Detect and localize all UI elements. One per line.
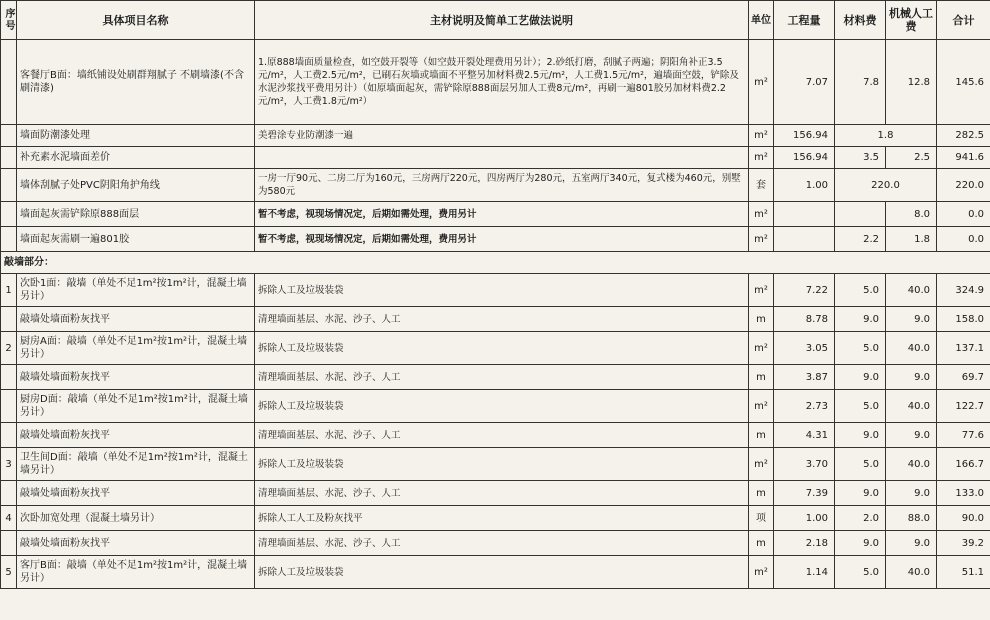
header-total: 合计	[937, 1, 990, 40]
cell-total: 69.7	[937, 365, 990, 390]
cell-name: 敲墙处墙面粉灰找平	[17, 481, 255, 506]
cell-desc: 一房一厅90元、二房二厅为160元，三房两厅220元，四房两厅为280元，五室两厅340元，复式楼为460元，别墅为580元	[255, 169, 749, 202]
cell-total: 282.5	[937, 125, 990, 147]
cell-qty: 1.00	[774, 169, 835, 202]
table-row	[1, 506, 990, 531]
table-row	[1, 169, 990, 202]
section-title: 敲墙部分：	[1, 252, 990, 274]
cell-total: 324.9	[937, 274, 990, 307]
cell-unit: m²	[749, 125, 774, 147]
cell-material: 5.0	[835, 390, 886, 423]
cell-labor: 40.0	[886, 332, 937, 365]
cell-unit: m²	[749, 40, 774, 125]
cell-unit: 项	[749, 506, 774, 531]
cell-desc: 清理墙面基层、水泥、沙子、人工	[255, 365, 749, 390]
cell-unit: m²	[749, 448, 774, 481]
cell-desc: 拆除人工人工及粉灰找平	[255, 506, 749, 531]
cell-num	[1, 365, 17, 390]
cell-material: 9.0	[835, 365, 886, 390]
cell-unit: m²	[749, 274, 774, 307]
cell-total: 941.6	[937, 147, 990, 169]
cell-material: 5.0	[835, 556, 886, 589]
cell-qty: 156.94	[774, 125, 835, 147]
cell-total: 77.6	[937, 423, 990, 448]
cell-name: 墙面起灰需铲除原888面层	[17, 202, 255, 227]
cell-desc: 清理墙面基层、水泥、沙子、人工	[255, 307, 749, 332]
cell-name: 墙面防潮漆处理	[17, 125, 255, 147]
cell-unit: m	[749, 365, 774, 390]
cell-num: 5	[1, 556, 17, 589]
cell-material: 9.0	[835, 481, 886, 506]
cell-labor: 2.5	[886, 147, 937, 169]
cell-qty: 7.07	[774, 40, 835, 125]
cell-num: 4	[1, 506, 17, 531]
table-row	[1, 332, 990, 365]
cell-qty	[774, 202, 835, 227]
cell-unit: m²	[749, 147, 774, 169]
cell-desc: 美碧涂专业防潮漆一遍	[255, 125, 749, 147]
header-num: 序号	[1, 1, 17, 40]
cell-labor: 9.0	[886, 307, 937, 332]
cell-labor: 8.0	[886, 202, 937, 227]
cell-desc: 清理墙面基层、水泥、沙子、人工	[255, 531, 749, 556]
cell-num	[1, 531, 17, 556]
cell-name: 敲墙处墙面粉灰找平	[17, 423, 255, 448]
cell-unit: m	[749, 423, 774, 448]
cell-name: 补充素水泥墙面差价	[17, 147, 255, 169]
cell-material: 9.0	[835, 423, 886, 448]
cell-material: 9.0	[835, 307, 886, 332]
cell-total: 166.7	[937, 448, 990, 481]
cell-qty: 3.05	[774, 332, 835, 365]
cell-num	[1, 481, 17, 506]
cell-qty	[774, 227, 835, 252]
cell-num	[1, 169, 17, 202]
cell-num	[1, 227, 17, 252]
cell-total: 145.6	[937, 40, 990, 125]
table-row	[1, 274, 990, 307]
cell-name: 次卧加宽处理（混凝土墙另计）	[17, 506, 255, 531]
header-name: 具体项目名称	[17, 1, 255, 40]
cell-unit: m²	[749, 202, 774, 227]
cell-qty: 3.70	[774, 448, 835, 481]
cell-material: 3.5	[835, 147, 886, 169]
cell-labor: 9.0	[886, 423, 937, 448]
cell-num	[1, 202, 17, 227]
cell-unit: m²	[749, 332, 774, 365]
cell-num	[1, 390, 17, 423]
cell-name: 卫生间D面：敲墙（单处不足1m²按1m²计，混凝土墙另计）	[17, 448, 255, 481]
cell-labor: 40.0	[886, 556, 937, 589]
cell-qty: 2.18	[774, 531, 835, 556]
cell-qty: 2.73	[774, 390, 835, 423]
cell-material: 2.0	[835, 506, 886, 531]
cell-desc: 清理墙面基层、水泥、沙子、人工	[255, 423, 749, 448]
table-row	[1, 531, 990, 556]
header-row	[1, 1, 990, 40]
cell-total: 39.2	[937, 531, 990, 556]
cell-labor: 12.8	[886, 40, 937, 125]
cell-unit: m	[749, 307, 774, 332]
cell-name: 墙面起灰需刷一遍801胶	[17, 227, 255, 252]
cell-labor: 9.0	[886, 531, 937, 556]
table-row	[1, 390, 990, 423]
cell-unit: m²	[749, 556, 774, 589]
cell-qty: 156.94	[774, 147, 835, 169]
cell-total: 220.0	[937, 169, 990, 202]
header-desc: 主材说明及简单工艺做法说明	[255, 1, 749, 40]
cell-material: 1.8	[835, 125, 937, 147]
cell-name: 次卧1面：敲墙（单处不足1m²按1m²计，混凝土墙另计）	[17, 274, 255, 307]
cell-total: 133.0	[937, 481, 990, 506]
cell-desc: 拆除人工及垃圾装袋	[255, 274, 749, 307]
cell-desc: 清理墙面基层、水泥、沙子、人工	[255, 481, 749, 506]
section-row	[1, 252, 990, 274]
cell-qty: 8.78	[774, 307, 835, 332]
cell-qty: 7.22	[774, 274, 835, 307]
cell-material: 9.0	[835, 531, 886, 556]
table-row	[1, 365, 990, 390]
cell-unit: m	[749, 481, 774, 506]
cell-name: 客餐厅B面：墙纸铺设处刷群翔腻子 不刷墙漆(不含刷清漆)	[17, 40, 255, 125]
cell-name: 厨房D面：敲墙（单处不足1m²按1m²计，混凝土墙另计）	[17, 390, 255, 423]
cell-total: 0.0	[937, 202, 990, 227]
cell-labor: 9.0	[886, 365, 937, 390]
cell-qty: 3.87	[774, 365, 835, 390]
cell-labor: 88.0	[886, 506, 937, 531]
cell-unit: 套	[749, 169, 774, 202]
cell-material: 7.8	[835, 40, 886, 125]
table-row	[1, 125, 990, 147]
table-row	[1, 481, 990, 506]
cell-labor: 40.0	[886, 390, 937, 423]
cell-desc: 1.原888墙面质量检查，如空鼓开裂等（如空鼓开裂处理费用另计）；2.砂纸打磨，刮腻子两遍；阴阳角补正3.5元/m²，人工费2.5元/m²，已刷石灰墙或墙面不平整另加材料费2.5元/m²，人工费1.5元/m²，遍墙面空鼓，铲除及水泥沙浆找平费用另计）（如原墙面起灰，需铲除原888面层另加人工费8元/m²，再刷一遍801胶另加材料费2.2元/m²，人工费1.8元/m²）	[255, 40, 749, 125]
cell-labor: 40.0	[886, 448, 937, 481]
cell-num	[1, 40, 17, 125]
table-row	[1, 227, 990, 252]
cell-material: 5.0	[835, 332, 886, 365]
header-labor: 机械人工费	[886, 1, 937, 40]
cell-num: 3	[1, 448, 17, 481]
table-row	[1, 40, 990, 125]
cell-total: 122.7	[937, 390, 990, 423]
cell-desc: 拆除人工及垃圾装袋	[255, 448, 749, 481]
header-qty: 工程量	[774, 1, 835, 40]
table-row	[1, 202, 990, 227]
table-row	[1, 147, 990, 169]
cell-qty: 1.00	[774, 506, 835, 531]
cell-desc: 暂不考虑，视现场情况定，后期如需处理，费用另计	[255, 202, 749, 227]
cell-material	[835, 202, 886, 227]
cell-num	[1, 307, 17, 332]
cell-total: 0.0	[937, 227, 990, 252]
cell-labor: 1.8	[886, 227, 937, 252]
cell-desc: 暂不考虑，视现场情况定，后期如需处理，费用另计	[255, 227, 749, 252]
cell-qty: 7.39	[774, 481, 835, 506]
cell-unit: m²	[749, 227, 774, 252]
cell-desc	[255, 147, 749, 169]
cell-name: 墙体刮腻子处PVC阴阳角护角线	[17, 169, 255, 202]
table-row	[1, 556, 990, 589]
cell-labor: 9.0	[886, 481, 937, 506]
cell-desc: 拆除人工及垃圾装袋	[255, 556, 749, 589]
cell-name: 客厅B面：敲墙（单处不足1m²按1m²计，混凝土墙另计）	[17, 556, 255, 589]
cell-desc: 拆除人工及垃圾装袋	[255, 390, 749, 423]
cell-unit: m²	[749, 390, 774, 423]
cell-num	[1, 147, 17, 169]
header-unit: 单位	[749, 1, 774, 40]
cell-total: 158.0	[937, 307, 990, 332]
table-row	[1, 307, 990, 332]
cell-name: 敲墙处墙面粉灰找平	[17, 531, 255, 556]
cell-name: 敲墙处墙面粉灰找平	[17, 365, 255, 390]
table-row	[1, 423, 990, 448]
cell-name: 敲墙处墙面粉灰找平	[17, 307, 255, 332]
cell-material: 5.0	[835, 448, 886, 481]
cell-material: 2.2	[835, 227, 886, 252]
cell-total: 51.1	[937, 556, 990, 589]
cell-material: 220.0	[835, 169, 937, 202]
cell-material: 5.0	[835, 274, 886, 307]
header-material: 材料费	[835, 1, 886, 40]
cell-name: 厨房A面：敲墙（单处不足1m²按1m²计，混凝土墙另计）	[17, 332, 255, 365]
cell-num	[1, 423, 17, 448]
cell-qty: 1.14	[774, 556, 835, 589]
cell-num	[1, 125, 17, 147]
table-row	[1, 448, 990, 481]
cell-num: 1	[1, 274, 17, 307]
cell-total: 137.1	[937, 332, 990, 365]
cell-num: 2	[1, 332, 17, 365]
cell-qty: 4.31	[774, 423, 835, 448]
cell-total: 90.0	[937, 506, 990, 531]
cell-unit: m	[749, 531, 774, 556]
cell-labor: 40.0	[886, 274, 937, 307]
cell-desc: 拆除人工及垃圾装袋	[255, 332, 749, 365]
